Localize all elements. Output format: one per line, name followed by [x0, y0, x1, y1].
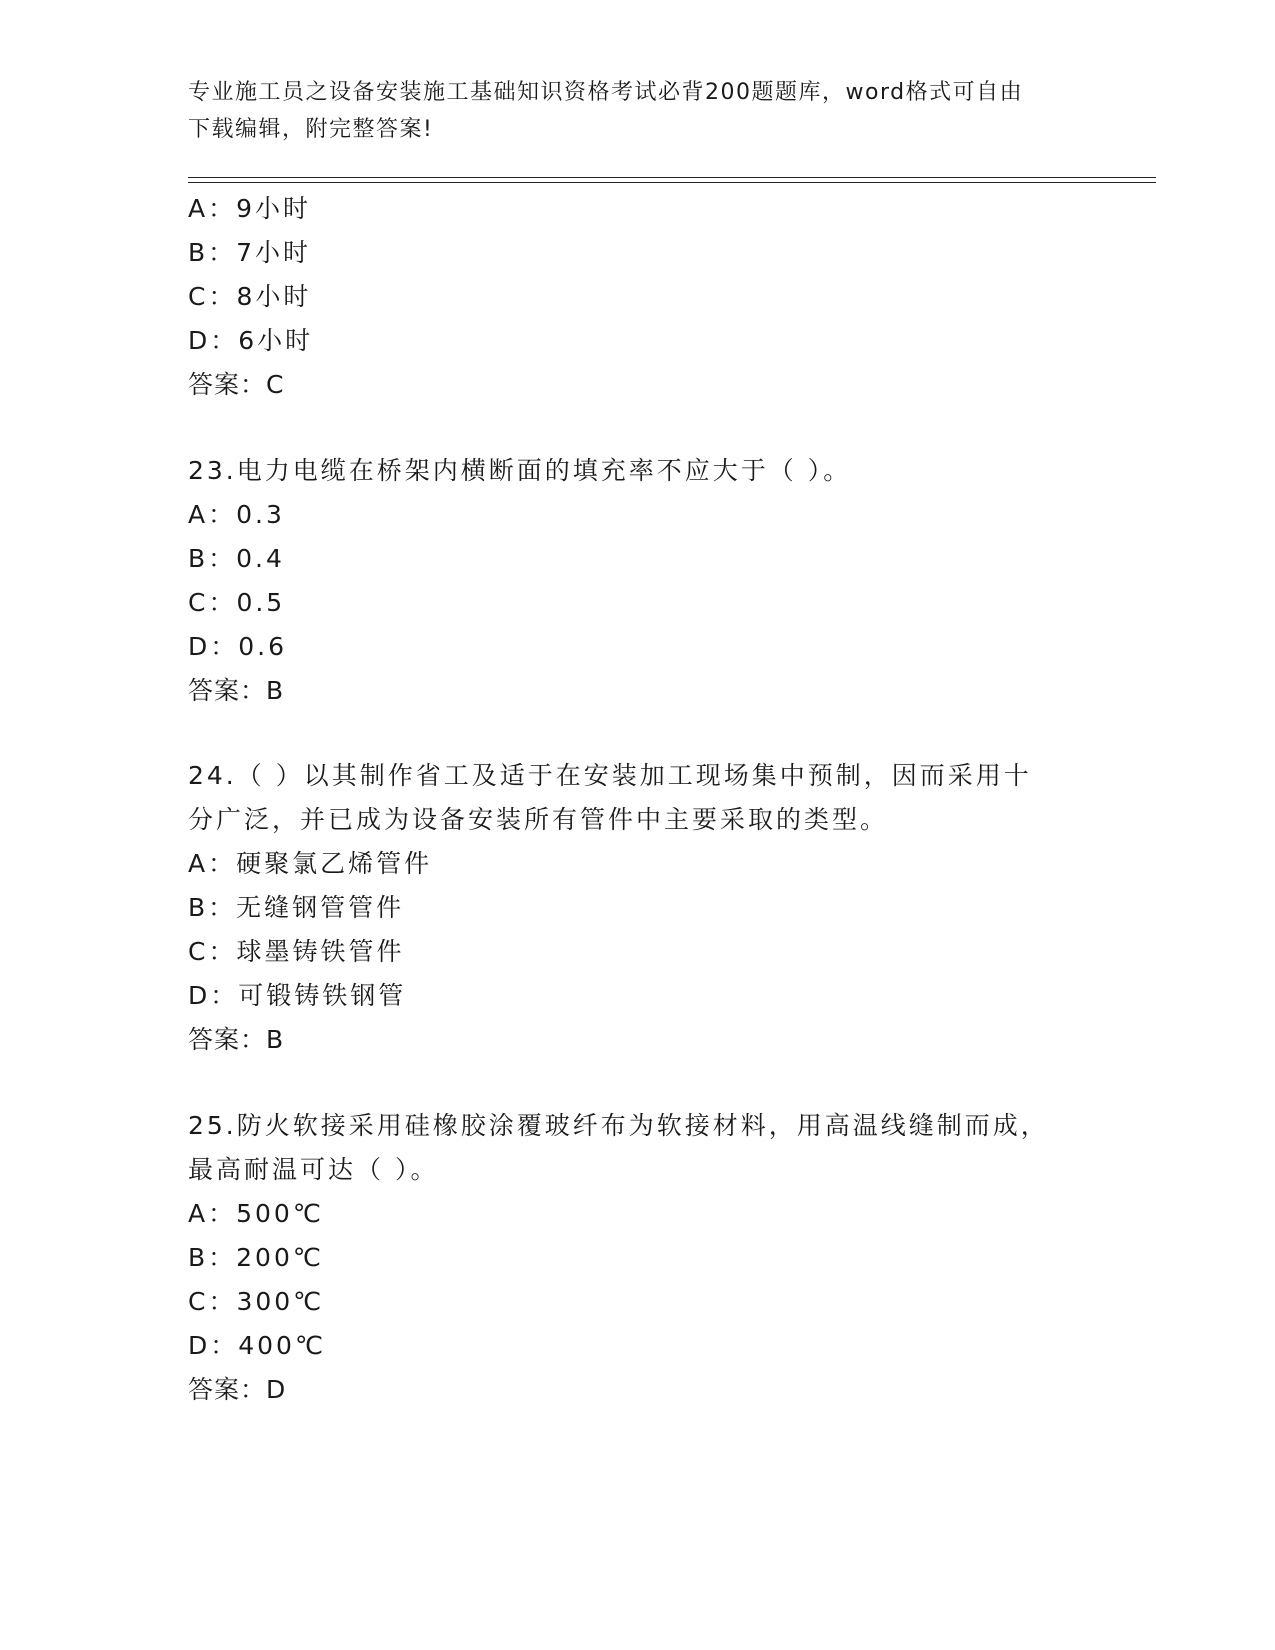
q25-answer: 答案：D [188, 1375, 287, 1404]
q22-answer: 答案：C [188, 370, 285, 399]
q25-option-c: C：300℃ [188, 1287, 325, 1316]
document-header [188, 74, 1088, 148]
q23-option-a: A：0.3 [188, 500, 285, 529]
q22-option-c: C：8小时 [188, 282, 312, 311]
q24-option-b: B：无缝钢管管件 [188, 893, 405, 922]
q25-stem-line-1: 25.防火软接采用硅橡胶涂覆玻纤布为软接材料，用高温线缝制而成， [188, 1111, 1049, 1140]
q24-option-c: C：球墨铸铁管件 [188, 937, 405, 966]
q25-option-b: B：200℃ [188, 1243, 324, 1272]
q23-option-b: B：0.4 [188, 544, 285, 573]
header-line-2: 下载编辑，附完整答案! [188, 117, 434, 142]
q23-stem: 23.电力电缆在桥架内横断面的填充率不应大于（ ）。 [188, 456, 852, 485]
q24-option-d: D：可锻铸铁钢管 [188, 981, 407, 1010]
q22-option-b: B：7小时 [188, 238, 312, 267]
q22-option-a: A：9小时 [188, 194, 312, 223]
q23-answer: 答案：B [188, 676, 285, 705]
q25-option-d: D：400℃ [188, 1331, 327, 1360]
header-rule-bottom [188, 182, 1156, 183]
header-line-1: 专业施工员之设备安装施工基础知识资格考试必背200题题库，word格式可自由 [188, 80, 1024, 105]
q24-answer: 答案：B [188, 1025, 285, 1054]
q22-option-d: D：6小时 [188, 326, 314, 355]
q23-option-c: C：0.5 [188, 588, 286, 617]
q24-stem-line-2: 分广泛，并已成为设备安装所有管件中主要采取的类型。 [188, 805, 889, 834]
header-rule-top [188, 177, 1156, 178]
q25-option-a: A：500℃ [188, 1199, 324, 1228]
q23-option-d: D：0.6 [188, 632, 288, 661]
q25-stem-line-2: 最高耐温可达（ ）。 [188, 1155, 439, 1184]
q24-option-a: A：硬聚氯乙烯管件 [188, 849, 433, 878]
q24-stem-line-1: 24.（ ）以其制作省工及适于在安装加工现场集中预制，因而采用十 [188, 761, 1032, 790]
